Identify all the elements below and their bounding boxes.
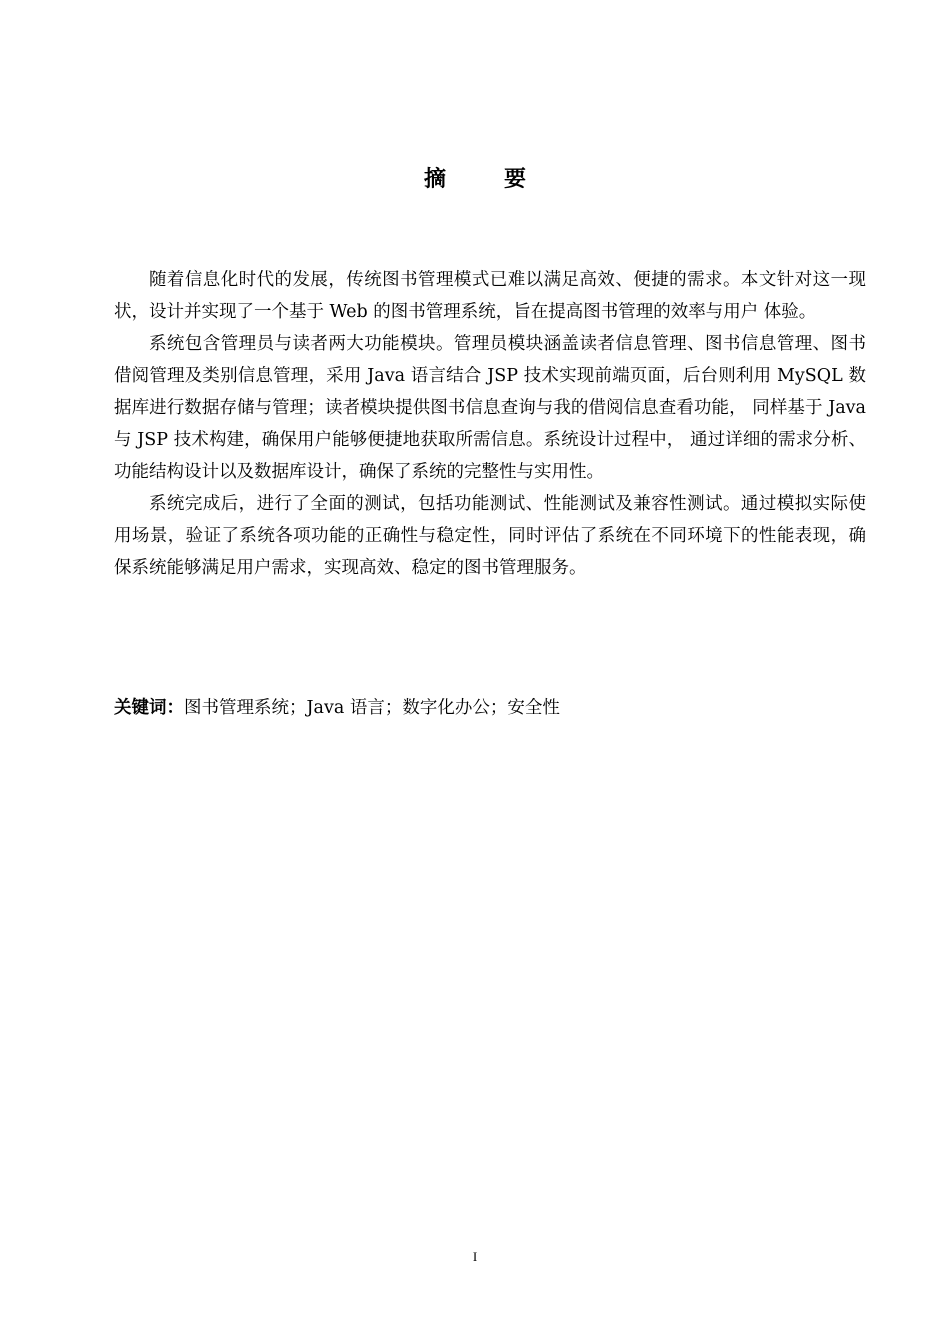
abstract-title: 摘 要 (423, 167, 544, 192)
abstract-paragraph-2: 系统包含管理员与读者两大功能模块。管理员模块涵盖读者信息管理、图书信息管理、图书借阅管理及类别信息管理，采用 Java 语言结合 JSP 技术实现前端页面，后台则利用 MySQL 数据库进行数据存储与管理；读者模块提供图书信息查询与我的借阅信息查看功能， 同样基于 Java 与 JSP 技术构建，确保用户能够便捷地获取所需信息。系统设计过程中， 通过详细的需求分析、功能结构设计以及数据库设计，确保了系统的完整性与实用性。 (114, 334, 866, 482)
page-number: I (472, 1249, 478, 1264)
abstract-paragraph-1: 随着信息化时代的发展，传统图书管理模式已难以满足高效、便捷的需求。本文针对这一现状，设计并实现了一个基于 Web 的图书管理系统，旨在提高图书管理的效率与用户 体验。 (114, 270, 866, 322)
abstract-body (114, 264, 866, 584)
abstract-paragraph-3: 系统完成后，进行了全面的测试，包括功能测试、性能测试及兼容性测试。通过模拟实际使用场景，验证了系统各项功能的正确性与稳定性，同时评估了系统在不同环境下的性能表现，确保系统能够满足用户需求，实现高效、稳定的图书管理服务。 (114, 494, 866, 578)
keywords-line (114, 692, 866, 724)
keywords-text: 图书管理系统；Java 语言；数字化办公；安全性 (184, 698, 560, 718)
keywords-label: 关键词： (114, 698, 184, 718)
